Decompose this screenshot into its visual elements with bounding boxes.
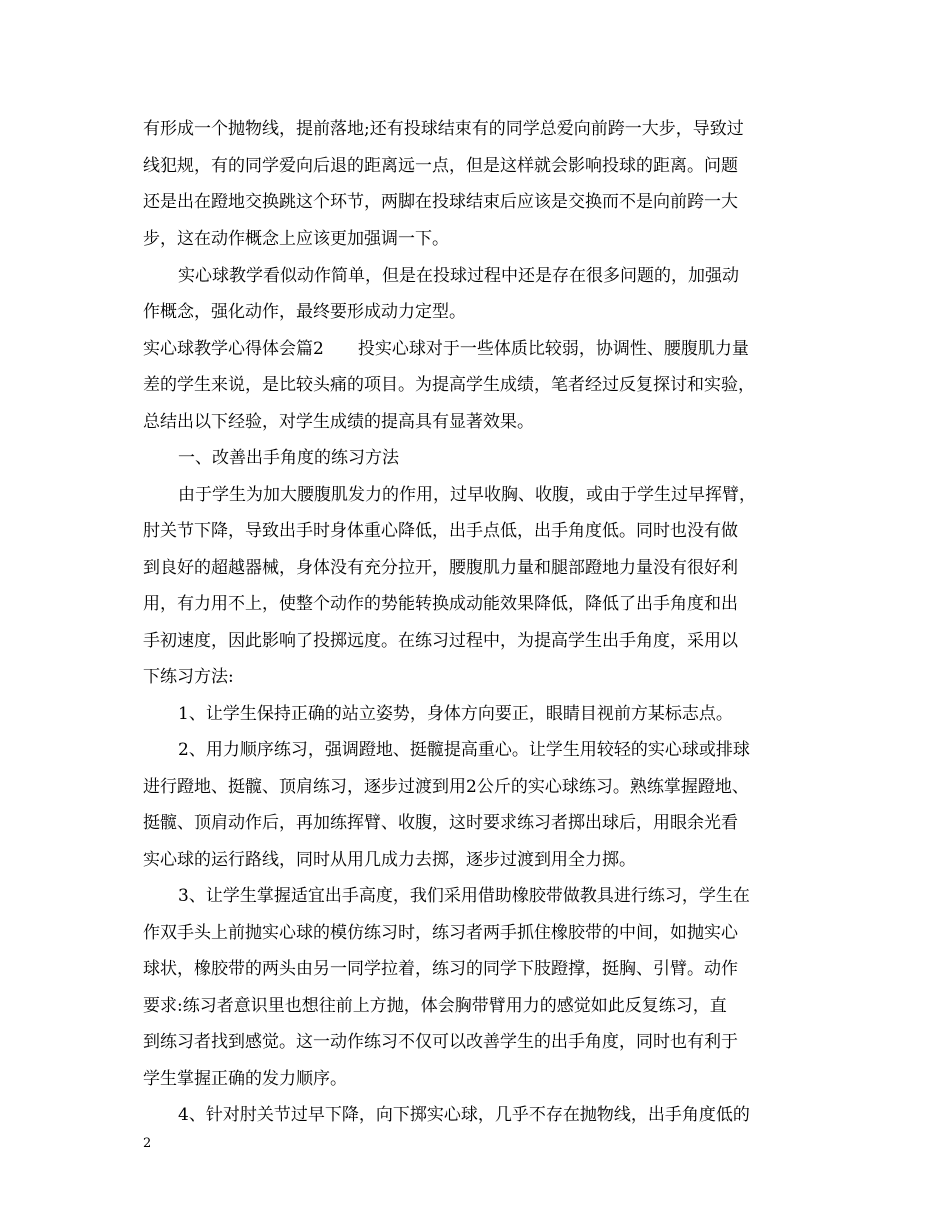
text-line: 实心球的运行路线，同时从用几成力去掷，逐步过渡到用全力掷。: [143, 850, 636, 870]
text-line: 要求:练习者意识里也想往前上方抛，体会胸带臂用力的感觉如此反复练习，直: [143, 996, 727, 1016]
text-line: 下练习方法:: [143, 667, 234, 687]
text-line: 球状，橡胶带的两头由另一同学拉着，练习的同学下肢蹬撑，挺胸、引臂。动作: [143, 959, 738, 979]
text-line: 挺髋、顶肩动作后，再加练挥臂、收腹，这时要求练习者掷出球后，用眼余光看: [143, 813, 738, 833]
page-number: 2: [143, 1136, 152, 1151]
text-line: 手初速度，因此影响了投掷远度。在练习过程中，为提高学生出手角度，采用以: [143, 631, 738, 651]
subheading: 一、改善出手角度的练习方法: [178, 448, 399, 468]
text-line: 有形成一个抛物线，提前落地;还有投球结束有的同学总爱向前跨一大步，导致过: [143, 119, 744, 139]
text-line: 作概念，强化动作，最终要形成动力定型。: [143, 302, 466, 322]
text-line: 线犯规，有的同学爱向后退的距离远一点，但是这样就会影响投球的距离。问题: [143, 156, 738, 176]
text-line: 肘关节下降，导致出手时身体重心降低，出手点低，出手角度低。同时也没有做: [143, 521, 738, 541]
text-line: 差的学生来说，是比较头痛的项目。为提高学生成绩，笔者经过反复探讨和实验，: [143, 375, 755, 395]
text-line: 总结出以下经验，对学生成绩的提高具有显著效果。: [143, 412, 534, 432]
list-item: 4、针对肘关节过早下降，向下掷实心球，几乎不存在抛物线，出手角度低的: [178, 1105, 750, 1125]
text-line: 步，这在动作概念上应该更加强调一下。: [143, 229, 449, 249]
text-line: 作双手头上前抛实心球的模仿练习时，练习者两手抓住橡胶带的中间，如抛实心: [143, 923, 738, 943]
text-line: 学生掌握正确的发力顺序。: [143, 1069, 347, 1089]
paragraph-start: 实心球教学看似动作简单，但是在投球过程中还是存在很多问题的，加强动: [178, 266, 739, 286]
text-line: 到练习者找到感觉。这一动作练习不仅可以改善学生的出手角度，同时也有利于: [143, 1032, 738, 1052]
list-item: 1、让学生保持正确的站立姿势，身体方向要正，眼睛目视前方某标志点。: [178, 704, 733, 724]
text-line: 进行蹬地、挺髋、顶肩练习，逐步过渡到用2公斤的实心球练习。熟练掌握蹬地、: [143, 777, 749, 797]
text-line: 到良好的超越器械，身体没有充分拉开，腰腹肌力量和腿部蹬地力量没有很好利: [143, 558, 738, 578]
text-line: 用，有力用不上，使整个动作的势能转换成动能效果降低，降低了出手角度和出: [143, 594, 738, 614]
section-heading-line: 实心球教学心得体会篇2 投实心球对于一些体质比较弱，协调性、腰腹肌力量: [143, 339, 749, 359]
paragraph-start: 由于学生为加大腰腹肌发力的作用，过早收胸、收腹，或由于学生过早挥臂，: [178, 485, 756, 505]
list-item: 2、用力顺序练习，强调蹬地、挺髋提高重心。让学生用较轻的实心球或排球: [178, 740, 750, 760]
list-item: 3、让学生掌握适宜出手高度，我们采用借助橡胶带做教具进行练习，学生在: [178, 886, 750, 906]
text-line: 还是出在蹬地交换跳这个环节，两脚在投球结束后应该是交换而不是向前跨一大: [143, 192, 738, 212]
